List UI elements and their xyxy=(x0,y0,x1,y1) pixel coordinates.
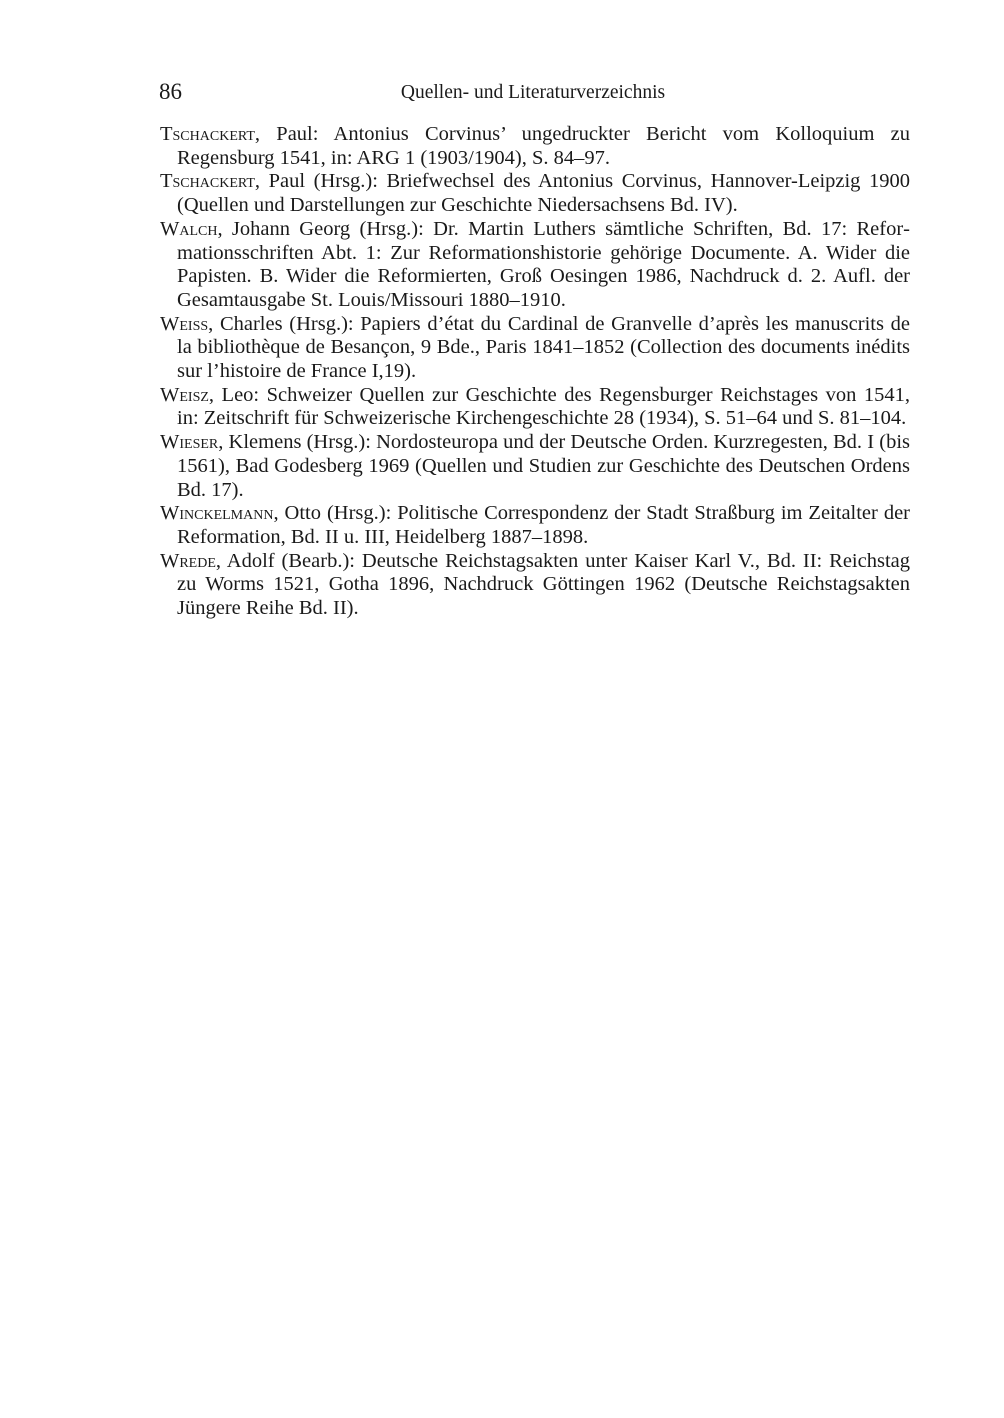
entry-author: Weisz xyxy=(160,383,209,406)
bibliography-entry xyxy=(160,123,910,170)
bibliography-entry xyxy=(160,170,910,217)
entry-text: , Paul: Antonius Corvinus’ ungedruckter Bericht vom Kolloquium zu Regensburg 1541, in: ARG 1 (1903/1904), S. 84–97. xyxy=(177,123,910,169)
entry-author: Tschackert xyxy=(160,123,255,145)
entry-text: , Paul (Hrsg.): Briefwechsel des Antonius Corvinus, Hannover-Leipzig 1900 (Quellen und Darstellungen zur Geschichte Niedersachsens Bd. IV). xyxy=(177,170,910,217)
entry-text: , Johann Georg (Hrsg.): Dr. Martin Luthers sämtliche Schriften, Bd. 17: Reformationsschriften Abt. 1: Zur Reformationshistorie gehörige Documente. A. Wider die Papisten. B. Wider die Reformierten, Groß Oesingen 1986, Nachdruck d. 2. Aufl. der Gesamtausgabe St. Louis/Missouri 1880–1910. xyxy=(177,217,910,311)
running-title: Quellen- und Literaturverzeichnis xyxy=(400,82,666,103)
entry-author: Walch xyxy=(160,217,218,240)
entry-author: Winckelmann xyxy=(160,502,274,525)
bibliography-entry xyxy=(160,384,910,431)
entry-author: Wieser xyxy=(160,431,219,454)
entry-author: Weiss xyxy=(160,312,209,335)
bibliography-entry xyxy=(160,550,910,621)
entry-author: Wrede xyxy=(160,549,216,572)
page-number: 86 xyxy=(159,79,182,104)
entry-text: , Klemens (Hrsg.): Nordosteuropa und der Deutsche Orden. Kurzregesten, Bd. I (bis 1561), Bad Godesberg 1969 (Quellen und Studien zur Geschichte des Deutschen Ordens Bd. 17). xyxy=(177,431,910,501)
entry-text: , Adolf (Bearb.): Deutsche Reichstagsakten unter Kaiser Karl V., Bd. II: Reichstag zu Worms 1521, Gotha 1896, Nachdruck Göttingen 1962 (Deutsche Reichstagsakten Jüngere Reihe Bd. II). xyxy=(177,549,910,620)
bibliography-entry xyxy=(160,502,910,549)
entry-text: , Charles (Hrsg.): Papiers d’état du Cardinal de Granvelle d’après les manuscrits de la bibliothèque de Besançon, 9 Bde., Paris 1841–1852 (Collection des documents inédits sur l’histoire de France I,19). xyxy=(177,312,910,383)
entry-text: , Leo: Schweizer Quellen zur Geschichte des Regensburger Reichstages von 1541, in: Zeitschrift für Schweizerische Kirchengeschichte 28 (1934), S. 51–64 und S. 81–104. xyxy=(177,383,910,430)
entry-author: Tschackert xyxy=(160,170,255,193)
bibliography-entry xyxy=(160,313,910,384)
bibliography-entry xyxy=(160,218,910,313)
bibliography-entry xyxy=(160,431,910,502)
entry-text: , Otto (Hrsg.): Politische Correspondenz der Stadt Straßburg im Zeitalter der Reformation, Bd. II u. III, Heidelberg 1887–1898. xyxy=(177,502,910,548)
bibliography-list xyxy=(160,123,910,621)
